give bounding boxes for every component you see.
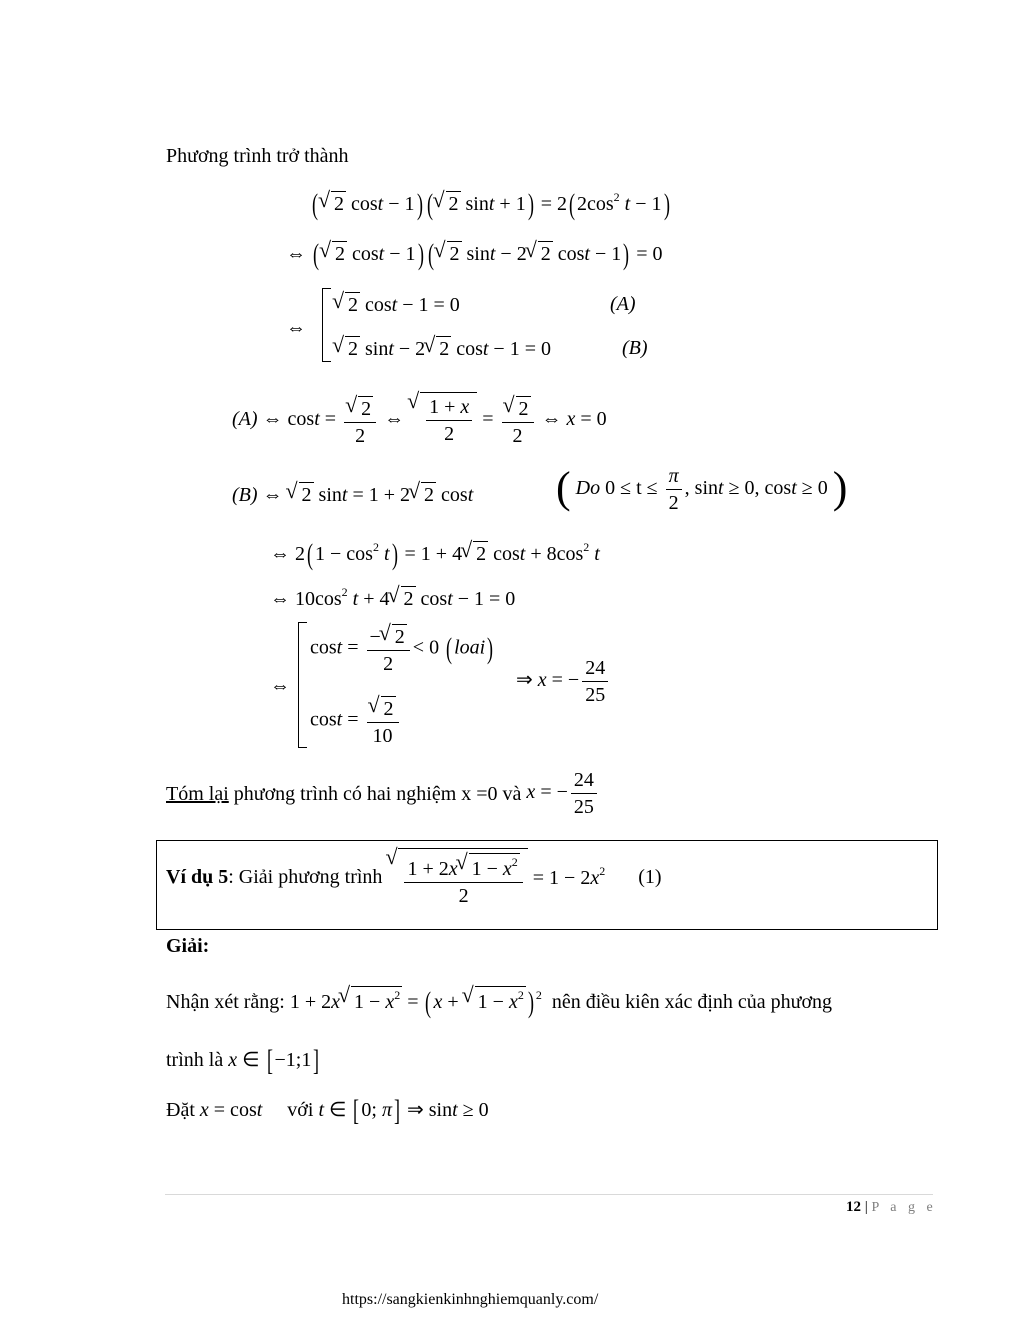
conclusion-underlined: Tóm lại — [166, 782, 229, 805]
equation-line-7: ⇔ $10\cos^2$ t + 4√ 2 cost − 1 = 0 — [270, 586, 515, 609]
case-A-derivation: (A) ⇔ cost = √ $\frac{2}{2}$ ⇔ √ $\frac{1 + x}{2}$ = √ $\frac{2}{2}$ ⇔ x = 0 — [232, 392, 607, 446]
footer-rule — [165, 1194, 933, 1195]
remark-line: Nhận xét rằng: 1 + 2x√ $1 - x^2$ = ( x + √ $1 - x^2$ ) $^2$ nên điều kiên xác định của phương — [166, 986, 832, 1018]
case-bracket — [322, 288, 331, 362]
page-separator: | — [864, 1199, 868, 1215]
loai-word: loai — [454, 636, 486, 659]
case-A-label: (A) — [610, 293, 636, 315]
equation-line-2: ⇔ (√ 2 cost − 1) (√ 2 sint − 2√ 2 cost − 1) = 0 — [286, 240, 663, 270]
case-B-condition: ( Do 0 ≤ t ≤ $\frac{\pi}{2}$ , sint ≥ 0, cost ≥ 0 ) — [556, 463, 848, 514]
remark-lead: Nhận xét rằng: — [166, 991, 285, 1013]
substitution-mid: với — [287, 1099, 314, 1121]
domain-line: trình là x ∈ [ −1;1] — [166, 1044, 320, 1077]
cos-negative-case: cost = $\frac{-√ 2}{2}$ < 0 ( loai) — [310, 624, 495, 674]
solution-heading: Giải: — [166, 935, 210, 957]
do-word: Do — [575, 477, 601, 500]
example-title: Ví dụ 5 — [166, 866, 229, 888]
conclusion-line: Tóm lại phương trình có hai nghiệm x =0 và x = − $\frac{24}{25}$ — [166, 770, 600, 817]
page-label: P a g e — [871, 1200, 937, 1215]
example-line: Ví dụ 5: Giải phương trình √ $\frac{1 + 2x√ 1 - x^2}{2}$ = $1 - 2x^2$ (1) — [166, 848, 662, 906]
cos-positive-case: cost = √ $\frac{2}{10}$ — [310, 696, 402, 746]
intro-text: Phương trình trở thành — [166, 145, 349, 167]
substitution-lead: Đặt — [166, 1099, 195, 1121]
equation-line-6: ⇔ 2( $1 - \cos^2 t) = 1 + 4√$ 2 $\cos t + 8\cos^2$ t — [270, 540, 600, 570]
example-eq-label: (1) — [638, 866, 662, 888]
domain-lead: trình là — [166, 1049, 224, 1071]
case-B-equation: √ 2 sint − 2√ 2 cost − 1 = 0 — [334, 336, 551, 359]
page-number: 12 — [846, 1199, 861, 1215]
conclusion-num: 24 — [571, 770, 597, 794]
conclusion-text: phương trình có hai nghiệm x =0 và — [228, 782, 522, 805]
remark-tail: nên điều kiên xác định của phương — [551, 991, 833, 1013]
case-B-derivation: (B) ⇔ √ 2 sint = 1 + 2√ 2 cost — [232, 482, 473, 505]
substitution-line: Đặt x = cost với t ∈ [ 0; π] ⇒ sint ≥ 0 — [166, 1094, 489, 1127]
case-A-equation: √ 2 cost − 1 = 0 — [334, 292, 460, 315]
footer-url[interactable]: https://sangkienkinhnghiemquanly.com/ — [342, 1291, 599, 1308]
case-bracket-2 — [298, 622, 307, 748]
case-B-label: (B) — [622, 337, 648, 359]
conclusion-den: 25 — [573, 796, 594, 818]
x-result: ⇒ x = − $\frac{24}{25}$ — [516, 658, 611, 705]
equivalence-symbol: ⇔ — [286, 317, 306, 339]
page-footer — [846, 1200, 937, 1215]
example-text: : Giải phương trình — [228, 866, 383, 888]
equivalence-symbol-2: ⇔ — [270, 675, 290, 697]
equation-line-1: (√ 2 cost − 1) (√ 2 sint + 1) = 2( $2\cos^2$ t − 1) — [310, 190, 672, 220]
